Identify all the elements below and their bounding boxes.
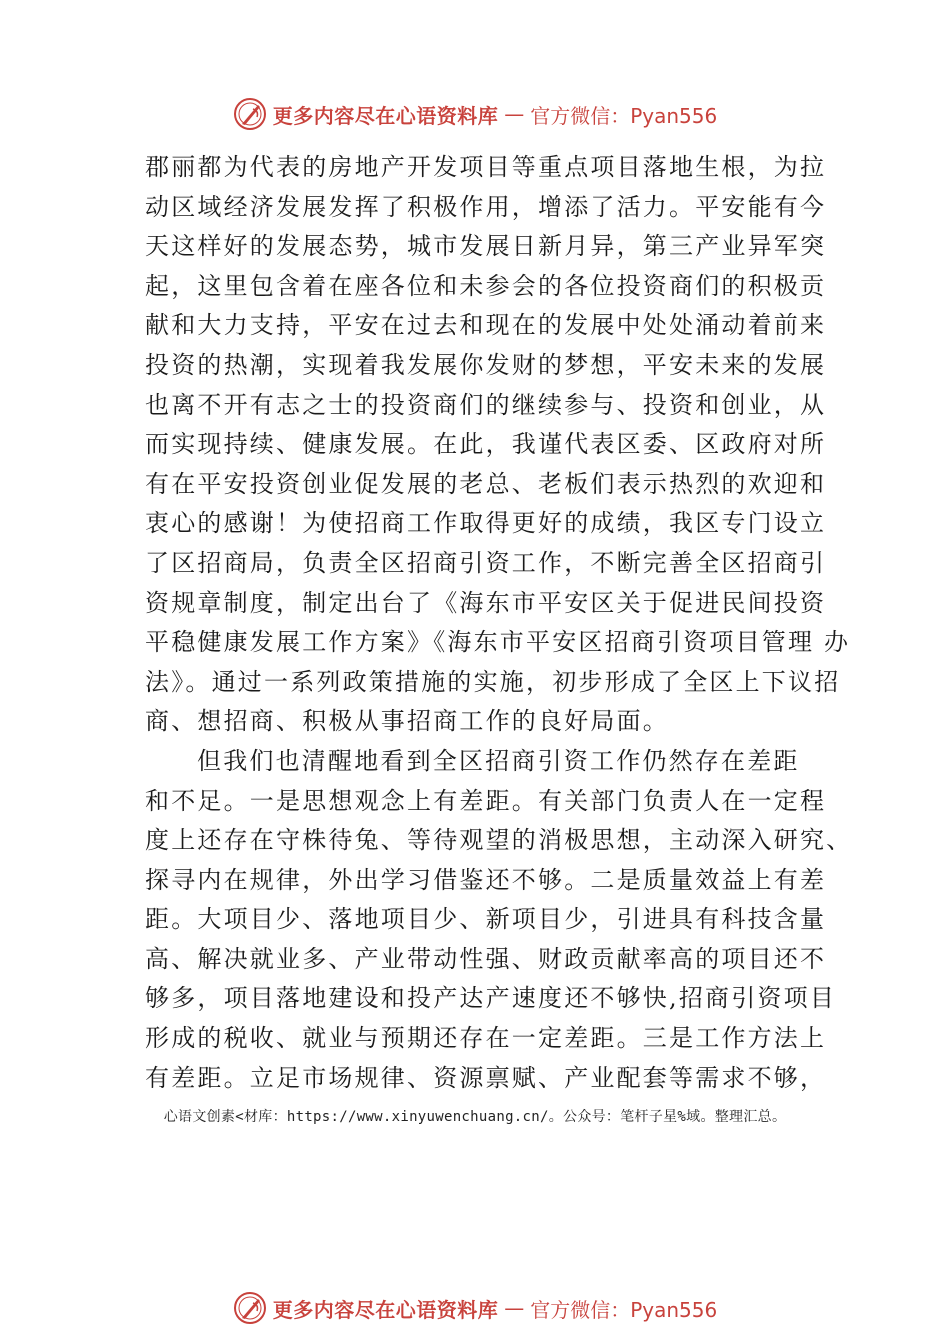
body-line: 衷心的感谢！为使招商工作取得更好的成绩，我区专门设立 — [145, 509, 827, 538]
body-line: 起，这里包含着在座各位和未参会的各位投资商们的积极贡 — [145, 271, 827, 300]
body-line: 距。大项目少、落地项目少、新项目少，引进具有科技含量 — [145, 905, 827, 934]
body-line: 天这样好的发展态势，城市发展日新月异，第三产业异军突 — [145, 232, 827, 261]
body-line: 商、想招商、积极从事招商工作的良好局面。 — [145, 707, 669, 736]
body-line: 形成的税收、就业与预期还存在一定差距。三是工作方法上 — [145, 1024, 827, 1053]
body-line: 度上还存在守株待兔、等待观望的消极思想，主动深入研究、 — [145, 826, 853, 855]
source-footnote: 心语文创素<材库：https://www.xinyuwenchuang.cn/。公众号：笔杆子星%域。整理汇总。 — [163, 1109, 787, 1125]
banner-title: 更多内容尽在心语资料库 — [272, 1297, 499, 1322]
header-banner — [0, 94, 950, 134]
footer-banner — [0, 1288, 950, 1328]
body-line: 探寻内在规律，外出学习借鉴还不够。二是质量效益上有差 — [145, 865, 827, 894]
body-line: 够多，项目落地建设和投产达产速度还不够快,招商引资项目 — [145, 984, 837, 1013]
banner-contact: 官方微信：Pyan556 — [530, 103, 718, 128]
body-line: 也离不开有志之士的投资商们的继续参与、投资和创业，从 — [145, 390, 827, 419]
body-line: 资规章制度，制定出台了《海东市平安区关于促进民间投资 — [145, 588, 827, 617]
body-line: 投资的热潮，实现着我发展你发财的梦想，平安未来的发展 — [145, 350, 827, 379]
banner-contact: 官方微信：Pyan556 — [530, 1297, 718, 1322]
body-line: 而实现持续、健康发展。在此，我谨代表区委、区政府对所 — [145, 430, 827, 459]
body-line: 法》。通过一系列政策措施的实施，初步形成了全区上下议招 — [145, 667, 841, 696]
paragraph-start-line: 但我们也清醒地看到全区招商引资工作仍然存在差距 — [197, 746, 800, 775]
body-line: 了区招商局，负责全区招商引资工作，不断完善全区招商引 — [145, 548, 827, 577]
body-line: 动区域经济发展发挥了积极作用，增添了活力。平安能有今 — [145, 192, 827, 221]
body-line: 高、解决就业多、产业带动性强、财政贡献率高的项目还不 — [145, 944, 827, 973]
quill-seal-logo-icon — [233, 97, 267, 131]
body-line: 献和大力支持，平安在过去和现在的发展中处处涌动着前来 — [145, 311, 827, 340]
body-line: 和不足。一是思想观念上有差距。有关部门负责人在一定程 — [145, 786, 827, 815]
banner-separator: — — [504, 1296, 525, 1320]
body-line: 郡丽都为代表的房地产开发项目等重点项目落地生根，为拉 — [145, 153, 827, 181]
body-line: 有差距。立足市场规律、资源禀赋、产业配套等需求不够， — [145, 1063, 827, 1092]
body-line: 有在平安投资创业促发展的老总、老板们表示热烈的欢迎和 — [145, 469, 827, 498]
banner-title: 更多内容尽在心语资料库 — [272, 103, 499, 128]
body-line: 平稳健康发展工作方案》《海东市平安区招商引资项目管理 办 — [145, 628, 851, 657]
quill-seal-logo-icon — [233, 1291, 267, 1325]
document-body — [145, 148, 853, 1098]
banner-separator: — — [504, 102, 525, 126]
